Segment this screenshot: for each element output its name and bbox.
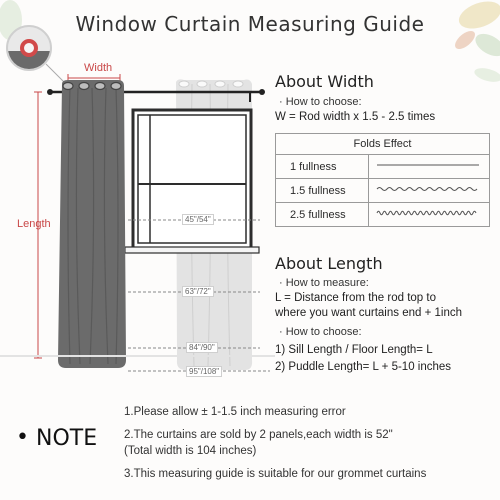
fold-label: 1.5 fullness (276, 179, 369, 203)
fold-label: 1 fullness (276, 155, 369, 179)
length-label: Length (17, 218, 51, 230)
length-measure-line1: L = Distance from the rod top to (275, 292, 436, 304)
note-line-4: 3.This measuring guide is suitable for our grommet curtains (124, 468, 427, 480)
note-label: NOTE (36, 426, 98, 451)
length-how-to-choose: · How to choose: (279, 326, 362, 338)
note-line-1: 1.Please allow ± 1-1.5 inch measuring error (124, 406, 346, 418)
page-title: Window Curtain Measuring Guide (75, 12, 425, 36)
length-option-2: 2) Puddle Length= L + 5-10 inches (275, 361, 452, 373)
about-width-heading: About Width (275, 72, 374, 91)
window-frame (125, 110, 259, 253)
width-formula: W = Rod width x 1.5 - 2.5 times (275, 111, 436, 123)
length-option-1: 1) Sill Length / Floor Length= L (275, 344, 433, 356)
length-how-to-measure: · How to measure: (279, 277, 369, 289)
folds-header: Folds Effect (276, 134, 490, 155)
mark-45-54: 45"/54" (182, 214, 214, 225)
note-line-3: (Total width is 104 inches) (124, 445, 257, 457)
mark-63-72: 63"/72" (182, 286, 214, 297)
dark-curtain (58, 80, 126, 368)
fold-row (276, 203, 490, 227)
fold-sample-wave (369, 179, 490, 203)
width-label: Width (84, 62, 113, 74)
fold-sample-flat (369, 155, 490, 179)
fold-row (276, 155, 490, 179)
note-bullet: • (16, 425, 29, 450)
fold-row (276, 179, 490, 203)
grommet-ring-icon (20, 39, 38, 57)
folds-effect-table (275, 133, 490, 227)
length-measure-line2: where you want curtains end + 1inch (275, 307, 462, 319)
mark-95-108: 95"/108" (186, 366, 222, 377)
note-line-2: 2.The curtains are sold by 2 panels,each width is 52" (124, 429, 393, 441)
about-length-heading: About Length (275, 254, 383, 273)
fold-sample-tight-wave (369, 203, 490, 227)
width-how-to-choose: · How to choose: (279, 96, 362, 108)
mark-84-90: 84"/90" (186, 342, 218, 353)
fold-label: 2.5 fullness (276, 203, 369, 227)
